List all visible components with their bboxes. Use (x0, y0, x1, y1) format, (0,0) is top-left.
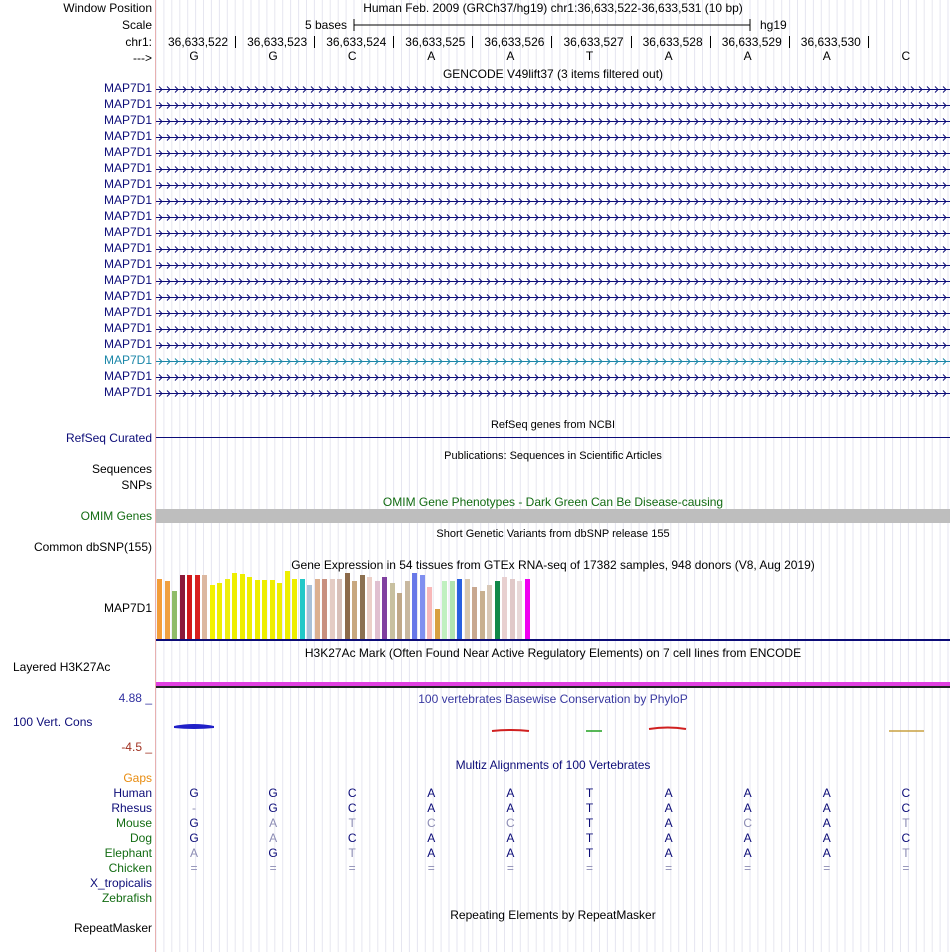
gtex-tissue-bar[interactable] (187, 575, 192, 639)
alignment-base: A (427, 831, 436, 845)
gencode-transcript[interactable] (156, 259, 950, 268)
alignment-base: C (347, 786, 357, 800)
alignment-base: A (743, 801, 752, 815)
gencode-transcript[interactable] (156, 115, 950, 124)
alignment-base: A (506, 801, 515, 815)
gtex-tissue-bar[interactable] (375, 581, 380, 639)
alignment-base: A (269, 831, 278, 845)
alignment-base: C (426, 816, 436, 830)
omim-gene-bar[interactable] (156, 509, 950, 523)
window-position-label: Window Position (63, 1, 152, 15)
repeatmasker-label[interactable]: RepeatMasker (73, 921, 152, 935)
position-tick (868, 36, 869, 48)
gencode-transcript[interactable] (156, 147, 950, 156)
gencode-transcript[interactable] (156, 371, 950, 380)
gencode-item-label[interactable]: MAP7D1 (103, 385, 152, 399)
gencode-item-label[interactable]: MAP7D1 (103, 241, 152, 255)
gencode-transcript[interactable] (156, 307, 950, 316)
alignment-base: T (585, 786, 594, 800)
phylop-label[interactable]: 100 Vert. Cons (13, 715, 93, 729)
alignment-base: C (901, 801, 911, 815)
gencode-item-label[interactable]: MAP7D1 (103, 97, 152, 111)
gencode-transcript[interactable] (156, 99, 950, 108)
alignment-base: A (822, 786, 831, 800)
alignment-base: C (743, 816, 753, 830)
scale-db: hg19 (760, 18, 787, 32)
gencode-item-label[interactable]: MAP7D1 (103, 369, 152, 383)
species-label[interactable]: Zebrafish (101, 891, 152, 905)
gtex-tissue-bar[interactable] (172, 591, 177, 639)
gtex-tissue-bar[interactable] (337, 579, 342, 639)
gencode-item-label[interactable]: MAP7D1 (103, 193, 152, 207)
gtex-tissue-bar[interactable] (202, 575, 207, 639)
reference-base: G (268, 49, 278, 63)
alignment-base: A (743, 831, 752, 845)
refseq-label[interactable]: RefSeq Curated (65, 431, 152, 445)
position-tick (314, 36, 315, 48)
species-label[interactable]: Chicken (108, 861, 152, 875)
gtex-tissue-bar[interactable] (450, 581, 455, 639)
repeatmasker-title: Repeating Elements by RepeatMasker (450, 908, 656, 922)
position-tick-label: 36,633,524 (326, 35, 387, 49)
gencode-transcript[interactable] (156, 243, 950, 252)
alignment-base: T (585, 831, 594, 845)
alignment-base: T (585, 801, 594, 815)
gtex-tissue-bar[interactable] (457, 579, 462, 639)
position-tick-label: 36,633,529 (721, 35, 782, 49)
species-label[interactable]: Elephant (104, 846, 152, 860)
alignment-base: C (506, 816, 515, 830)
gtex-tissue-bar[interactable] (277, 583, 282, 639)
species-label[interactable]: Mouse (115, 816, 152, 830)
chrom-label: chr1: (125, 35, 152, 49)
publications-label[interactable]: Sequences (91, 462, 152, 476)
alignment-base: = (665, 861, 673, 875)
alignment-base: G (189, 786, 199, 800)
gencode-transcript[interactable] (156, 131, 950, 140)
gtex-tissue-bar[interactable] (412, 573, 417, 639)
position-tick (631, 36, 632, 48)
alignment-base: T (585, 846, 594, 860)
gencode-transcript[interactable] (156, 291, 950, 300)
gencode-item-label[interactable]: MAP7D1 (103, 145, 152, 159)
alignment-base: A (743, 786, 752, 800)
snps-label[interactable]: SNPs (121, 478, 152, 492)
reference-base: T (585, 49, 594, 63)
gencode-transcript[interactable] (156, 163, 950, 172)
species-label[interactable]: Rhesus (111, 801, 152, 815)
gtex-tissue-bar[interactable] (195, 575, 200, 639)
reference-base: A (427, 49, 436, 63)
scale-text: 5 bases (305, 18, 348, 32)
refseq-title: RefSeq genes from NCBI (490, 419, 616, 431)
h3k27ac-baseline (156, 686, 950, 688)
dbsnp-title: Short Genetic Variants from dbSNP release 155 (436, 528, 670, 540)
alignment-base: = (902, 861, 910, 875)
alignment-base: C (901, 786, 911, 800)
gencode-item-label[interactable]: MAP7D1 (103, 209, 152, 223)
alignment-base: G (189, 816, 199, 830)
alignment-base: = (585, 861, 593, 875)
position-tick (472, 36, 473, 48)
phylop-title: 100 vertebrates Basewise Conservation by PhyloP (418, 692, 688, 706)
omim-label[interactable]: OMIM Genes (80, 509, 152, 523)
gtex-tissue-bar[interactable] (225, 579, 230, 639)
alignment-base: A (427, 846, 436, 860)
alignment-base: A (269, 816, 278, 830)
reference-base: A (506, 49, 515, 63)
gencode-item-label[interactable]: MAP7D1 (103, 161, 152, 175)
gencode-item-label[interactable]: MAP7D1 (103, 113, 152, 127)
alignment-base: A (664, 846, 673, 860)
gtex-tissue-bar[interactable] (510, 579, 515, 639)
alignment-base: A (506, 846, 515, 860)
gencode-transcript[interactable] (156, 387, 950, 396)
alignment-base: = (744, 861, 752, 875)
gencode-transcript[interactable] (156, 83, 950, 92)
gtex-tissue-bar[interactable] (480, 591, 485, 639)
alignment-base: A (822, 801, 831, 815)
gtex-tissue-bar[interactable] (247, 577, 252, 639)
gtex-tissue-bar[interactable] (270, 580, 275, 639)
reference-base: A (822, 49, 831, 63)
gtex-tissue-bar[interactable] (330, 579, 335, 639)
gencode-transcript[interactable] (156, 275, 950, 284)
alignment-base: C (347, 831, 357, 845)
alignment-base: A (427, 801, 436, 815)
gtex-tissue-bar[interactable] (472, 587, 477, 639)
gtex-tissue-bar[interactable] (315, 579, 320, 639)
gtex-tissue-bar[interactable] (390, 583, 395, 639)
species-label[interactable]: Dog (129, 831, 152, 845)
position-tick-label: 36,633,522 (168, 35, 229, 49)
gencode-item-label[interactable]: MAP7D1 (103, 225, 152, 239)
alignment-base: A (664, 816, 673, 830)
gtex-tissue-bar[interactable] (322, 579, 327, 639)
track-label-column (0, 0, 155, 952)
position-tick (710, 36, 711, 48)
alignment-base: - (192, 801, 196, 815)
alignment-base: T (348, 816, 356, 830)
gtex-tissue-bar[interactable] (300, 579, 305, 639)
gencode-transcript[interactable] (156, 179, 950, 188)
position-tick (551, 36, 552, 48)
alignment-base: A (664, 831, 673, 845)
strand-label: ---> (133, 51, 152, 65)
gtex-tissue-bar[interactable] (352, 581, 357, 639)
alignment-base: A (822, 831, 831, 845)
dbsnp-label[interactable]: Common dbSNP(155) (33, 540, 152, 554)
alignment-base: A (506, 786, 515, 800)
gtex-tissue-bar[interactable] (262, 580, 267, 639)
position-tick (235, 36, 236, 48)
gtex-tissue-bar[interactable] (240, 574, 245, 639)
gtex-tissue-bar[interactable] (397, 593, 402, 639)
gtex-tissue-bar[interactable] (405, 581, 410, 639)
reference-base: A (664, 49, 673, 63)
alignment-base: = (506, 861, 514, 875)
position-tick (393, 36, 394, 48)
alignment-base: G (189, 831, 199, 845)
alignment-base: A (189, 846, 198, 860)
gencode-item-label[interactable]: MAP7D1 (103, 321, 152, 335)
alignment-base: A (743, 846, 752, 860)
alignment-base: = (269, 861, 277, 875)
phylop-max-label: 4.88 _ (118, 691, 152, 705)
refseq-gene-line[interactable] (156, 437, 950, 438)
reference-base: C (901, 49, 911, 63)
alignment-base: G (268, 786, 278, 800)
gtex-tissue-bar[interactable] (232, 573, 237, 639)
gencode-item-label[interactable]: MAP7D1 (103, 337, 152, 351)
alignment-base: C (347, 801, 357, 815)
position-tick (789, 36, 790, 48)
gencode-item-label[interactable]: MAP7D1 (103, 257, 152, 271)
gencode-item-label[interactable]: MAP7D1 (103, 81, 152, 95)
gtex-tissue-bar[interactable] (487, 585, 492, 639)
gencode-transcript[interactable] (156, 323, 950, 332)
gtex-tissue-bar[interactable] (165, 581, 170, 639)
alignment-base: G (268, 846, 278, 860)
gtex-tissue-bar[interactable] (465, 579, 470, 639)
h3k27ac-label[interactable]: Layered H3K27Ac (13, 660, 111, 674)
alignment-base: A (664, 801, 673, 815)
gtex-tissue-bar[interactable] (292, 579, 297, 639)
gtex-tissue-bar[interactable] (420, 575, 425, 639)
scale-bar (353, 18, 753, 32)
species-label[interactable]: Human (113, 786, 152, 800)
gencode-transcript[interactable] (156, 339, 950, 348)
alignment-base: A (506, 831, 515, 845)
scale-label: Scale (121, 18, 152, 32)
reference-base: G (189, 49, 199, 63)
alignment-base: A (822, 846, 831, 860)
alignment-base: T (585, 816, 594, 830)
alignment-base: A (427, 786, 436, 800)
alignment-base: = (190, 861, 198, 875)
publications-title: Publications: Sequences in Scientific Articles (444, 450, 662, 462)
gtex-tissue-bar[interactable] (435, 609, 440, 639)
assembly-position-text: Human Feb. 2009 (GRCh37/hg19) chr1:36,633,522-36,633,531 (10 bp) (363, 1, 743, 15)
gtex-tissue-bar[interactable] (525, 579, 530, 639)
alignment-base: T (348, 846, 356, 860)
alignment-base: G (268, 801, 278, 815)
gtex-tissue-bar[interactable] (382, 577, 387, 639)
alignment-base: A (664, 786, 673, 800)
reference-base: C (347, 49, 357, 63)
position-tick-label: 36,633,527 (563, 35, 624, 49)
gencode-item-label[interactable]: MAP7D1 (103, 353, 152, 367)
species-label[interactable]: X_tropicalis (89, 876, 152, 890)
gtex-tissue-bar[interactable] (255, 580, 260, 639)
omim-title: OMIM Gene Phenotypes - Dark Green Can Be Disease-causing (382, 495, 724, 509)
gencode-item-label[interactable]: MAP7D1 (103, 305, 152, 319)
gtex-tissue-bar[interactable] (502, 577, 507, 639)
reference-base: A (743, 49, 752, 63)
gtex-tissue-bar[interactable] (427, 587, 432, 639)
gtex-tissue-bar[interactable] (217, 583, 222, 639)
gencode-transcript[interactable] (156, 227, 950, 236)
alignment-base: T (902, 816, 910, 830)
alignment-base: T (902, 846, 910, 860)
position-tick-label: 36,633,525 (405, 35, 466, 49)
alignment-base: = (823, 861, 831, 875)
gencode-transcript[interactable] (156, 355, 950, 364)
gtex-tissue-bar[interactable] (367, 577, 372, 639)
track-area[interactable] (156, 0, 950, 952)
gtex-tissue-bar[interactable] (307, 585, 312, 639)
gtex-baseline (156, 639, 950, 641)
gtex-tissue-bar[interactable] (360, 575, 365, 639)
position-tick-label: 36,633,523 (247, 35, 308, 49)
gtex-tissue-bar[interactable] (285, 571, 290, 639)
phylop-min-label: -4.5 _ (121, 740, 152, 754)
gtex-tissue-bar[interactable] (442, 581, 447, 639)
gencode-transcript[interactable] (156, 211, 950, 220)
gtex-tissue-bar[interactable] (157, 579, 162, 639)
gencode-title: GENCODE V49lift37 (3 items filtered out) (442, 67, 664, 81)
position-tick-label: 36,633,530 (800, 35, 861, 49)
gaps-label: Gaps (123, 771, 152, 785)
gencode-item-label[interactable]: MAP7D1 (103, 129, 152, 143)
gtex-tissue-bar[interactable] (180, 575, 185, 639)
gtex-label[interactable]: MAP7D1 (103, 601, 152, 615)
gtex-tissue-bar[interactable] (495, 581, 500, 639)
gencode-item-label[interactable]: MAP7D1 (103, 177, 152, 191)
gencode-item-label[interactable]: MAP7D1 (103, 289, 152, 303)
gtex-tissue-bar[interactable] (210, 585, 215, 639)
alignment-base: C (901, 831, 911, 845)
phylop-signal (156, 718, 950, 738)
gtex-title: Gene Expression in 54 tissues from GTEx RNA-seq of 17382 samples, 948 donors (V8, Aug 2019) (291, 558, 815, 572)
position-tick-label: 36,633,528 (642, 35, 703, 49)
h3k27ac-title: H3K27Ac Mark (Often Found Near Active Regulatory Elements) on 7 cell lines from ENCODE (304, 646, 802, 660)
position-tick-label: 36,633,526 (484, 35, 545, 49)
alignment-base: = (427, 861, 435, 875)
multiz-title: Multiz Alignments of 100 Vertebrates (455, 758, 651, 772)
gtex-tissue-bar[interactable] (517, 581, 522, 639)
gencode-item-label[interactable]: MAP7D1 (103, 273, 152, 287)
alignment-base: A (822, 816, 831, 830)
gtex-tissue-bar[interactable] (345, 573, 350, 639)
alignment-base: = (348, 861, 356, 875)
gencode-transcript[interactable] (156, 195, 950, 204)
